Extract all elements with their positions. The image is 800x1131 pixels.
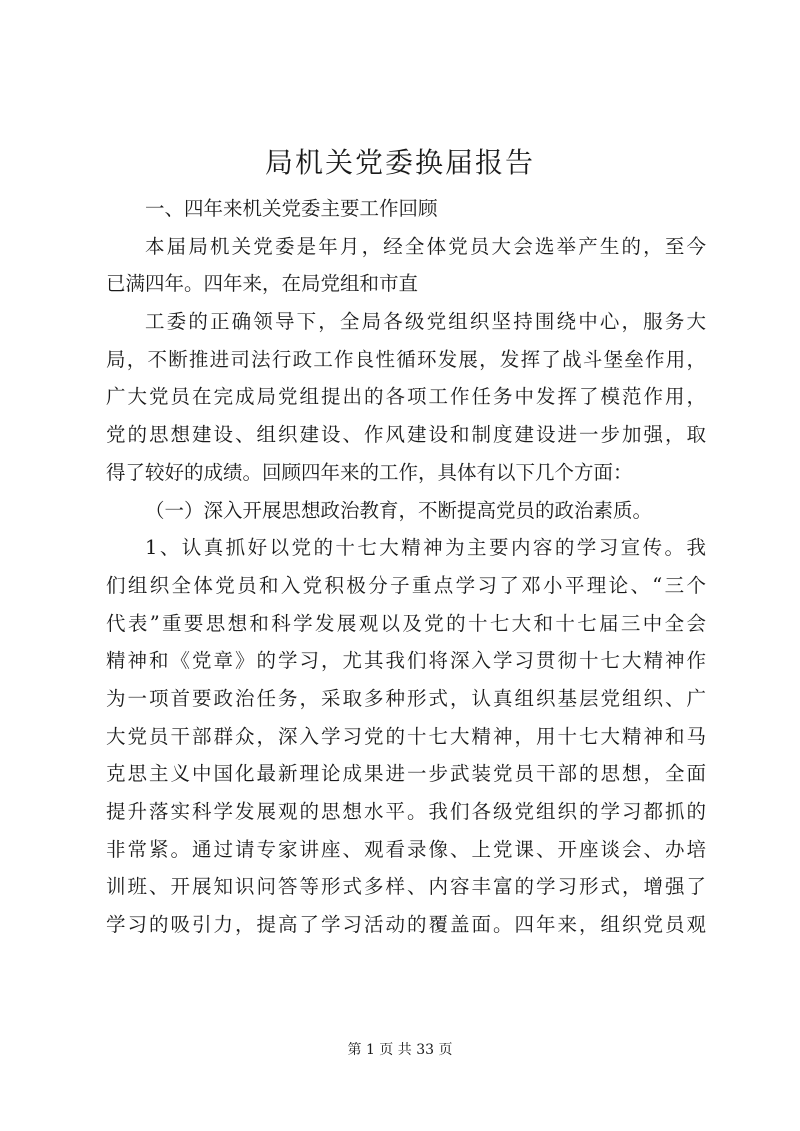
paragraph-line: 为一项首要政治任务，采取多种形式，认真组织基层党组织、广 (106, 686, 706, 710)
paragraph-line: 广大党员在完成局党组提出的各项工作任务中发挥了模范作用， (106, 385, 706, 409)
page-number-footer: 第 1 页 共 33 页 (347, 1042, 453, 1058)
paragraph-line: 们组织全体党员和入党积极分子重点学习了邓小平理论、“三个 (106, 573, 706, 597)
paragraph-line: 本届局机关党委是年月，经全体党员大会选举产生的，至今 (145, 234, 706, 258)
paragraph-line: 1、认真抓好以党的十七大精神为主要内容的学习宣传。我 (145, 536, 706, 560)
document-title: 局机关党委换届报告 (264, 146, 535, 179)
paragraph-line: 代表”重要思想和科学发展观以及党的十七大和十七届三中全会 (106, 611, 706, 635)
section-heading: 一、四年来机关党委主要工作回顾 (145, 197, 438, 220)
paragraph-line: 非常紧。通过请专家讲座、观看录像、上党课、开座谈会、办培 (106, 837, 706, 861)
paragraph-line: 党的思想建设、组织建设、作风建设和制度建设进一步加强，取 (106, 423, 706, 447)
paragraph-line: 提升落实科学发展观的思想水平。我们各级党组织的学习都抓的 (106, 800, 706, 823)
subsection-heading: （一）深入开展思想政治教育，不断提高党员的政治素质。 (145, 498, 653, 522)
paragraph-line: 精神和《党章》的学习，尤其我们将深入学习贯彻十七大精神作 (106, 649, 706, 673)
paragraph-line: 工委的正确领导下，全局各级党组织坚持围绕中心，服务大 (145, 310, 706, 334)
paragraph-line: 学习的吸引力，提高了学习活动的覆盖面。四年来，组织党员观 (106, 913, 706, 937)
paragraph-line: 已满四年。四年来，在局党组和市直 (106, 272, 419, 296)
paragraph-line: 训班、开展知识问答等形式多样、内容丰富的学习形式，增强了 (106, 875, 706, 899)
document-body (106, 190, 706, 944)
paragraph-line: 得了较好的成绩。回顾四年来的工作，具体有以下几个方面： (106, 460, 633, 484)
paragraph-line: 克思主义中国化最新理论成果进一步武装党员干部的思想，全面 (106, 762, 706, 786)
paragraph-line: 大党员干部群众，深入学习党的十七大精神，用十七大精神和马 (106, 724, 706, 748)
paragraph-line: 局，不断推进司法行政工作良性循环发展，发挥了战斗堡垒作用， (106, 347, 706, 371)
